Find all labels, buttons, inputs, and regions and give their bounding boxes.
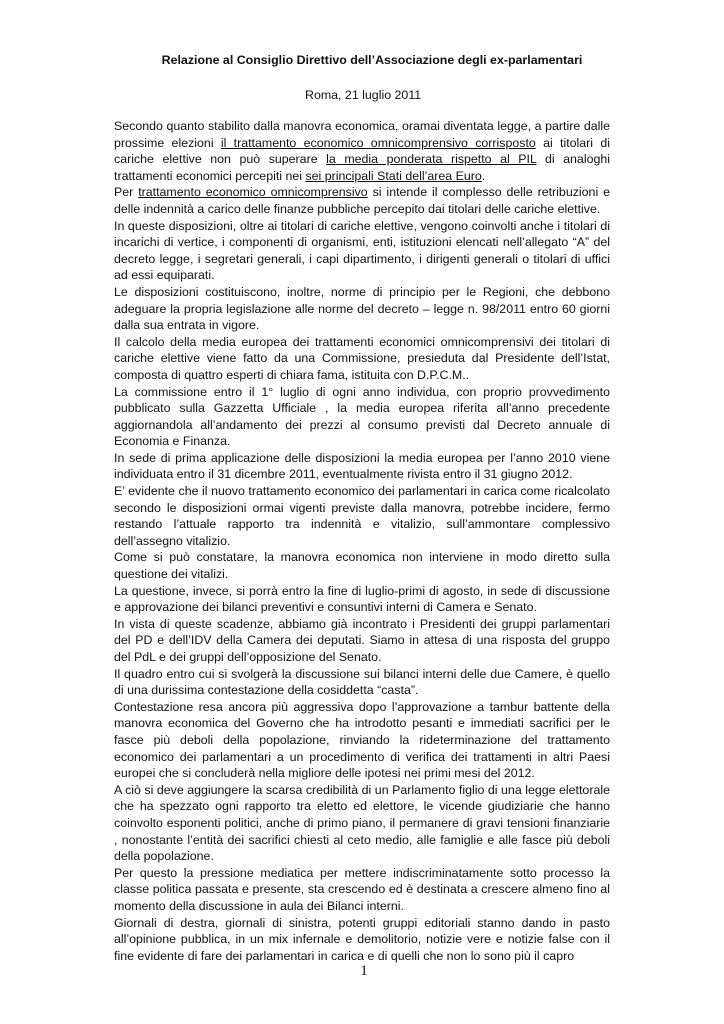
paragraph-text: . xyxy=(481,168,486,183)
paragraph-8: E’ evidente che il nuovo trattamento economico dei parlamentari in carica come ricalcolato secondo le disposizioni ormai vigenti previste dalla manovra, potrebbe incidere, fermo restando l’attuale rapporto tra indennità e vitalizio, sull’ammontare complessivo dell’assegno vitalizio. xyxy=(114,484,610,548)
paragraph-text: si intende il complesso delle retribuzioni e delle indennità a carico delle finanze pubbliche percepito dai titolari delle cariche elettive. xyxy=(114,185,610,216)
underlined-phrase: il trattamento economico omnicomprensivo corrisposto xyxy=(220,135,536,150)
underlined-phrase: la media ponderata rispetto al PIL xyxy=(326,152,537,167)
paragraph-text: Per xyxy=(114,185,139,200)
paragraph-11: In vista di queste scadenze, abbiamo già incontrato i Presidenti dei gruppi parlamentari del PD e dell’IDV della Camera dei deputati. Siamo in attesa di una risposta del gruppo del PdL e dei gruppi dell’opposizione del Senato. xyxy=(114,616,610,664)
paragraph-14: A ciò si deve aggiungere la scarsa credibilità di un Parlamento figlio di una legge elettorale che ha spezzato ogni rapporto tra eletto ed elettore, le vicende giudiziarie che hanno coinvolto esponenti politici, anche di primo piano, il permanere di gravi tensioni finanziarie , nonostante l’entità dei sacrifici chiesti al ceto medio, alle famiglie e alle fasce più deboli della popolazione. xyxy=(114,782,610,864)
paragraph-9: Come si può constatare, la manovra economica non interviene in modo diretto sulla questione dei vitalizi. xyxy=(114,550,610,582)
paragraph-1 xyxy=(114,118,610,184)
underlined-phrase: trattamento economico omnicomprensivo xyxy=(138,185,368,200)
paragraph-text: di analoghi trattamenti economici percepiti nei xyxy=(114,152,611,183)
paragraph-4: Le disposizioni costituiscono, inoltre, norme di principio per le Regioni, che debbono adeguare la propria legislazione alle norme del decreto – legge n. 98/2011 entro 60 giorni dalla sua entrata in vigore. xyxy=(114,284,610,333)
paragraph-15: Per questo la pressione mediatica per mettere indiscriminatamente sotto processo la classe politica passata e presente, sta crescendo ed è destinata a crescere almeno fino al momento della discussione in aula dei Bilanci interni. xyxy=(114,865,610,913)
paragraph-text: ai titolari di cariche elettive non può superare xyxy=(114,135,610,167)
page-number: 1 xyxy=(360,963,368,979)
paragraph-3: In queste disposizioni, oltre ai titolari di cariche elettive, vengono coinvolti anche i titolari di incarichi di vertice, i componenti di organismi, enti, istituzioni elencati nell’allegato “A” del decreto legge, i segretari generali, i capi dipartimento, i dirigenti generali o titolari di uffici ad essi equiparati. xyxy=(114,218,610,283)
paragraph-12: Il quadro entro cui si svolgerà la discussione sui bilanci interni delle due Camere, è quello di una durissima contestazione della cosiddetta “casta”. xyxy=(114,666,610,698)
dateline: Roma, 21 luglio 2011 xyxy=(305,88,422,102)
paragraph-6: La commissione entro il 1° luglio di ogni anno individua, con proprio provvedimento pubblicato sulla Gazzetta Ufficiale , la media europea riferita all’anno precedente aggiornandola all’andamento dei prezzi al consumo previsti dal Decreto annuale di Economia e Finanza. xyxy=(114,384,610,449)
document-title: Relazione al Consiglio Direttivo dell’Associazione degli ex-parlamentari xyxy=(161,53,583,67)
paragraph-text: Secondo quanto stabilito dalla manovra economica, oramai diventata legge, a partire dalle prossime elezioni xyxy=(114,119,610,150)
document-body xyxy=(114,118,610,964)
underlined-phrase: sei principali Stati dell’area Euro xyxy=(305,168,482,183)
paragraph-5: Il calcolo della media europea dei trattamenti economici omnicomprensivi dei titolari di cariche elettive viene fatto da una Commissione, presieduta dal Presidente dell’Istat, composta di quattro esperti di chiara fama, istituita con D.P.C.M.. xyxy=(114,334,610,382)
paragraph-13: Contestazione resa ancora più aggressiva dopo l’approvazione a tambur battente della manovra economica del Governo che ha introdotto pesanti e immediati sacrifici per le fasce più deboli della popolazione, rinviando la rideterminazione del trattamento economico dei parlamentari a un procedimento di verifica dei trattamenti in altri Paesi europei che si concluderà nella migliore delle ipotesi nei primi mesi del 2012. xyxy=(114,699,610,781)
paragraph-7: In sede di prima applicazione delle disposizioni la media europea per l’anno 2010 viene individuata entro il 31 dicembre 2011, eventualmente rivista entro il 31 giugno 2012. xyxy=(114,450,610,482)
paragraph-16: Giornali di destra, giornali di sinistra, potenti gruppi editoriali stanno dando in pasto all’opinione pubblica, in un mix infernale e demolitorio, notizie vere e notizie false con il fine evidente di fare dei parlamentari in carica e di quelli che non lo sono più il capro xyxy=(114,915,610,963)
paragraph-10: La questione, invece, si porrà entro la fine di luglio-primi di agosto, in sede di discussione e approvazione dei bilanci preventivi e consuntivi interni di Camera e Senato. xyxy=(114,583,610,615)
paragraph-2 xyxy=(114,184,610,217)
